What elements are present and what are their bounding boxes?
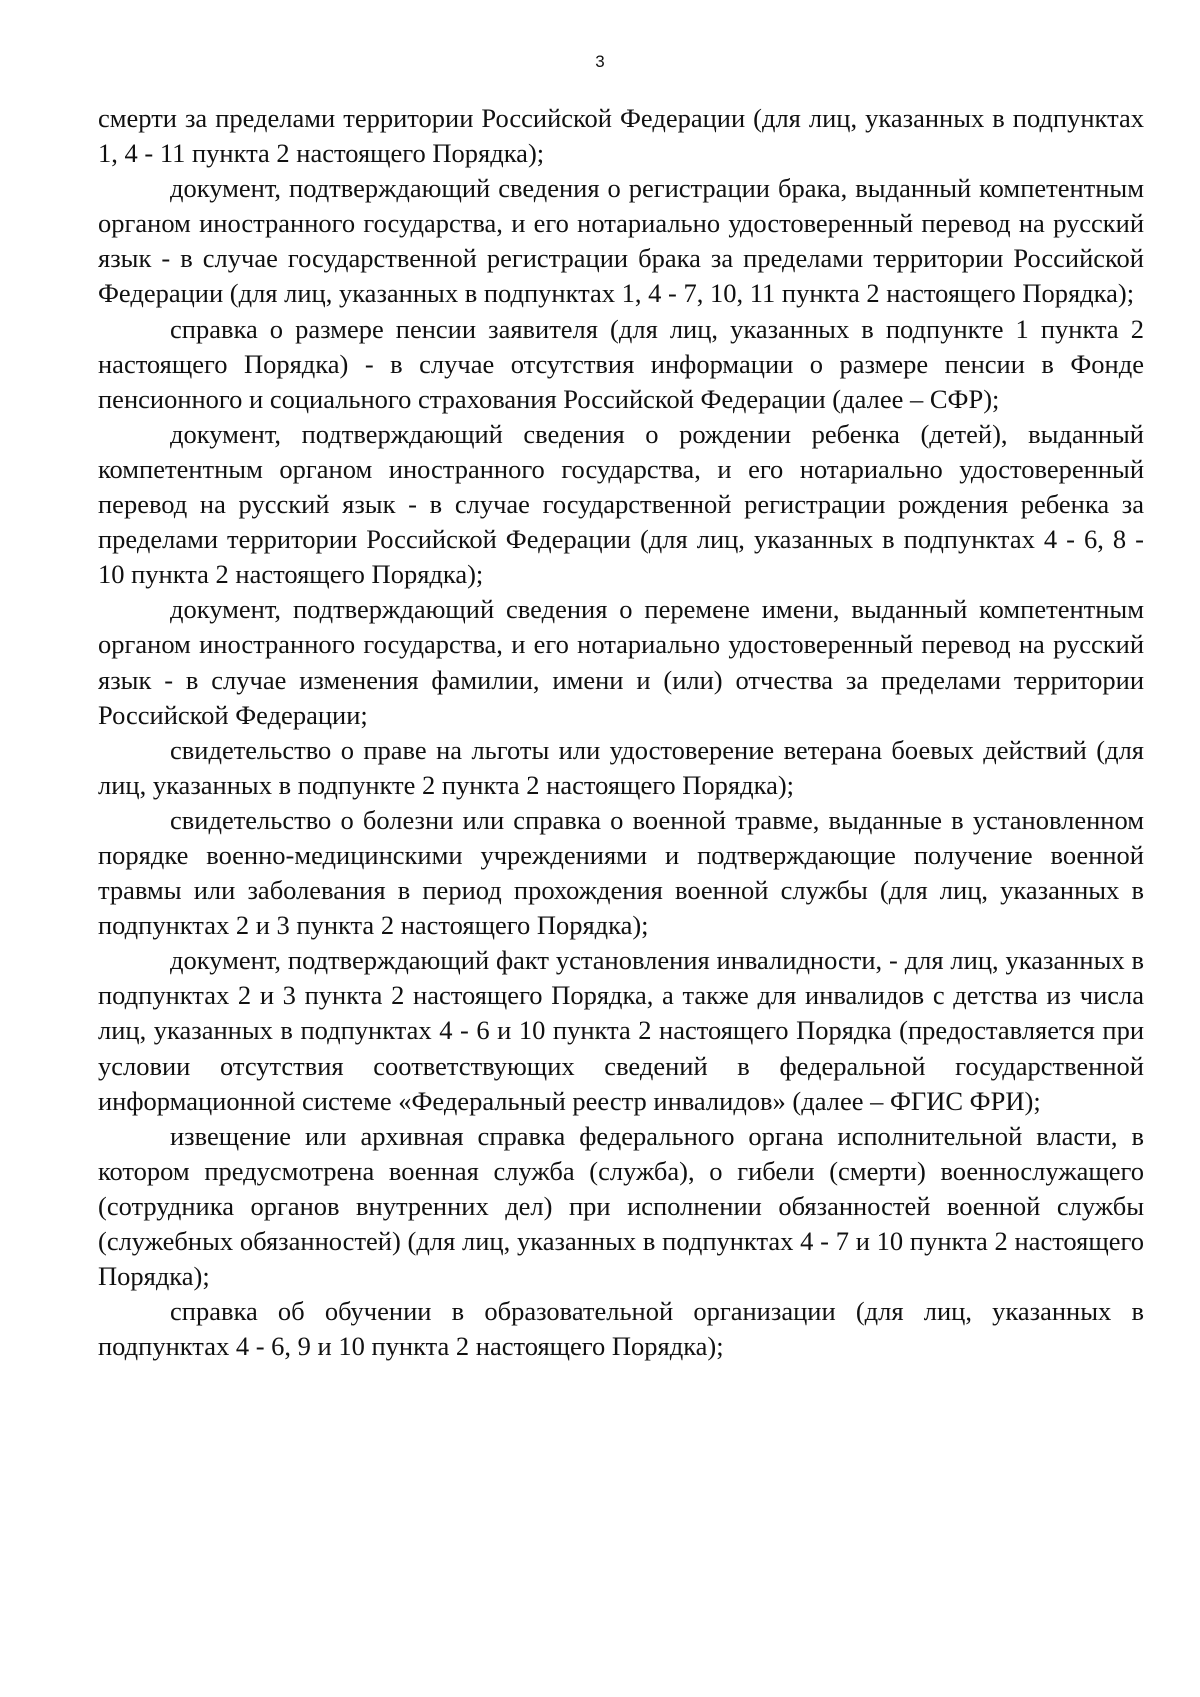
document-body — [98, 101, 1144, 1364]
page-number: 3 — [595, 52, 605, 71]
paragraph-veteran-certificate: свидетельство о праве на льготы или удостоверение ветерана боевых действий (для лиц, указанных в подпункте 2 пункта 2 настоящего Порядка); — [98, 734, 1144, 800]
paragraph-birth-document: документ, подтверждающий сведения о рождении ребенка (детей), выданный компетентным органом иностранного государства, и его нотариально удостоверенный перевод на русский язык - в случае государственной регистрации рождения ребенка за пределами территории Российской Федерации (для лиц, указанных в подпунктах 4 - 6, 8 - 10 пункта 2 настоящего Порядка); — [98, 418, 1144, 590]
paragraph-death-notice: извещение или архивная справка федерального органа исполнительной власти, в котором предусмотрена военная служба (служба), о гибели (смерти) военнослужащего (сотрудника органов внутренних дел) при исполнении обязанностей военной службы (служебных обязанностей) (для лиц, указанных в подпунктах 4 - 7 и 10 пункта 2 настоящего Порядка); — [98, 1120, 1144, 1292]
paragraph-pension-certificate: справка о размере пенсии заявителя (для лиц, указанных в подпункте 1 пункта 2 настоящего Порядка) - в случае отсутствия информации о размере пенсии в Фонде пенсионного и социального страхования Российской Федерации (далее – СФР); — [98, 313, 1144, 414]
paragraph-military-injury: свидетельство о болезни или справка о военной травме, выданные в установленном порядке военно-медицинскими учреждениями и подтверждающие получение военной травмы или заболевания в период прохождения военной службы (для лиц, указанных в подпунктах 2 и 3 пункта 2 настоящего Порядка); — [98, 804, 1144, 941]
paragraph-education-certificate: справка об обучении в образовательной организации (для лиц, указанных в подпунктах 4 - 6, 9 и 10 пункта 2 настоящего Порядка); — [98, 1296, 1144, 1362]
paragraph-name-change-document: документ, подтверждающий сведения о перемене имени, выданный компетентным органом иностранного государства, и его нотариально удостоверенный перевод на русский язык - в случае изменения фамилии, имени и (или) отчества за пределами территории Российской Федерации; — [98, 594, 1144, 730]
paragraph-continuation: смерти за пределами территории Российской Федерации (для лиц, указанных в подпунктах 1, 4 - 11 пункта 2 настоящего Порядка); — [98, 103, 1144, 169]
paragraph-marriage-document: документ, подтверждающий сведения о регистрации брака, выданный компетентным органом иностранного государства, и его нотариально удостоверенный перевод на русский язык - в случае государственной регистрации брака за пределами территории Российской Федерации (для лиц, указанных в подпунктах 1, 4 - 7, 10, 11 пункта 2 настоящего Порядка); — [98, 173, 1144, 309]
paragraph-disability-document: документ, подтверждающий факт установления инвалидности, - для лиц, указанных в подпунктах 2 и 3 пункта 2 настоящего Порядка, а также для инвалидов с детства из числа лиц, указанных в подпунктах 4 - 6 и 10 пункта 2 настоящего Порядка (предоставляется при условии отсутствия соответствующих сведений в федеральной государственной информационной системе «Федеральный реестр инвалидов» (далее – ФГИС ФРИ); — [98, 945, 1144, 1116]
